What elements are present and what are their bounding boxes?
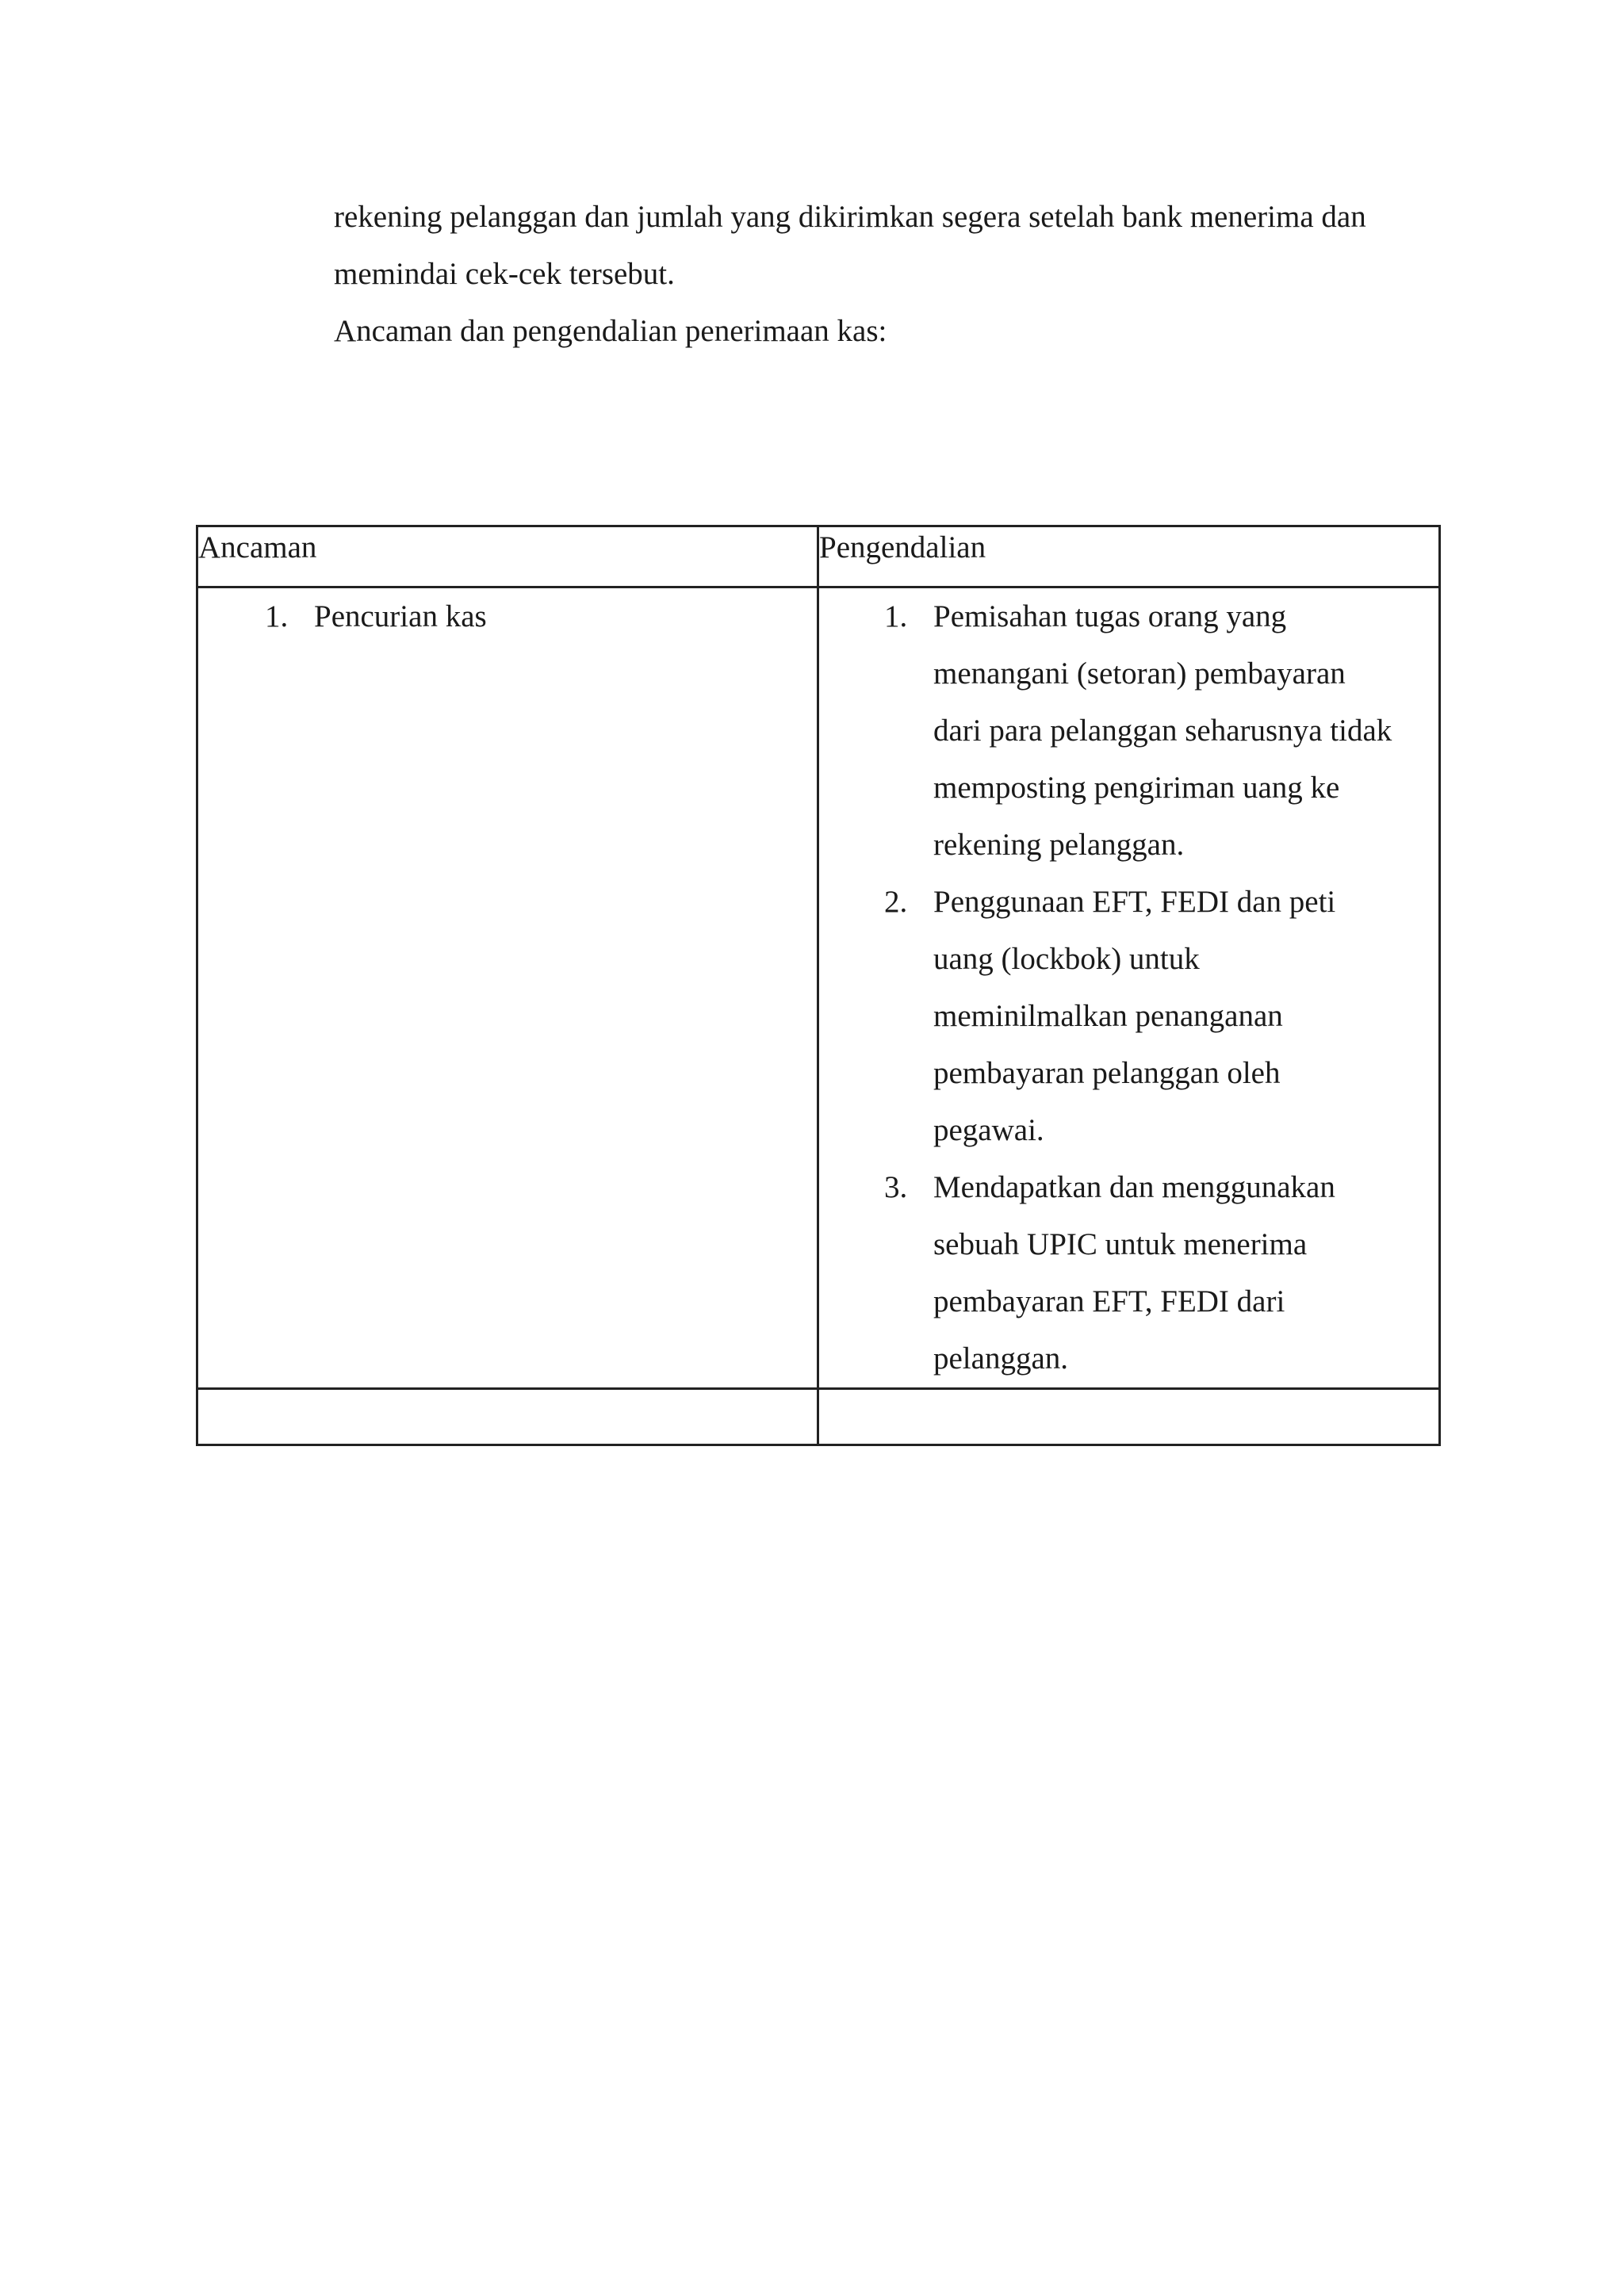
control-item-line: pelanggan.: [933, 1341, 1069, 1376]
threat-item-text: Pencurian kas: [314, 599, 487, 633]
table-intro-text: Ancaman dan pengendalian penerimaan kas:: [334, 314, 887, 348]
control-item-number: 3.: [884, 1170, 908, 1204]
control-item-number: 2.: [884, 885, 908, 919]
intro-line-1: rekening pelanggan dan jumlah yang dikirimkan segera setelah bank menerima dan: [334, 200, 1366, 234]
header-pengendalian: Pengendalian: [818, 526, 1440, 587]
control-item-line: dari para pelanggan seharusnya tidak: [933, 714, 1392, 748]
table-empty-row: [197, 1389, 1440, 1445]
table-header-row: [197, 526, 1440, 587]
control-item-1: [819, 588, 1438, 874]
threat-item: [198, 588, 817, 645]
header-ancaman: Ancaman: [197, 526, 818, 587]
table-body-row: [197, 587, 1440, 1389]
control-item-2: [819, 874, 1438, 1159]
table-intro-sentence: [334, 303, 1438, 360]
empty-cell-left: [197, 1389, 818, 1445]
control-item-line: meminilmalkan penanganan: [933, 999, 1283, 1033]
control-item-line: pembayaran pelanggan oleh: [933, 1056, 1281, 1090]
control-item-3: [819, 1159, 1438, 1387]
empty-cell-right: [818, 1389, 1440, 1445]
control-item-line: uang (lockbok) untuk: [933, 942, 1200, 976]
control-item-line: pembayaran EFT, FEDI dari: [933, 1284, 1285, 1318]
control-item-number: 1.: [884, 599, 908, 633]
control-item-line: Penggunaan EFT, FEDI dan peti: [933, 885, 1336, 919]
control-item-line: menangani (setoran) pembayaran: [933, 656, 1346, 691]
control-list: [819, 588, 1438, 1387]
control-item-line: sebuah UPIC untuk menerima: [933, 1227, 1308, 1261]
threat-control-table: [196, 525, 1441, 1446]
threat-list: [198, 588, 817, 645]
control-item-line: Pemisahan tugas orang yang: [933, 599, 1287, 633]
control-cell: [818, 587, 1440, 1389]
threat-cell: [197, 587, 818, 1389]
control-item-line: Mendapatkan dan menggunakan: [933, 1170, 1335, 1204]
control-item-line: rekening pelanggan.: [933, 828, 1185, 862]
intro-paragraph: [334, 189, 1438, 303]
intro-line-2: memindai cek-cek tersebut.: [334, 257, 675, 291]
control-item-line: memposting pengiriman uang ke: [933, 771, 1340, 805]
threat-item-number: 1.: [265, 599, 289, 633]
control-item-line: pegawai.: [933, 1113, 1044, 1147]
